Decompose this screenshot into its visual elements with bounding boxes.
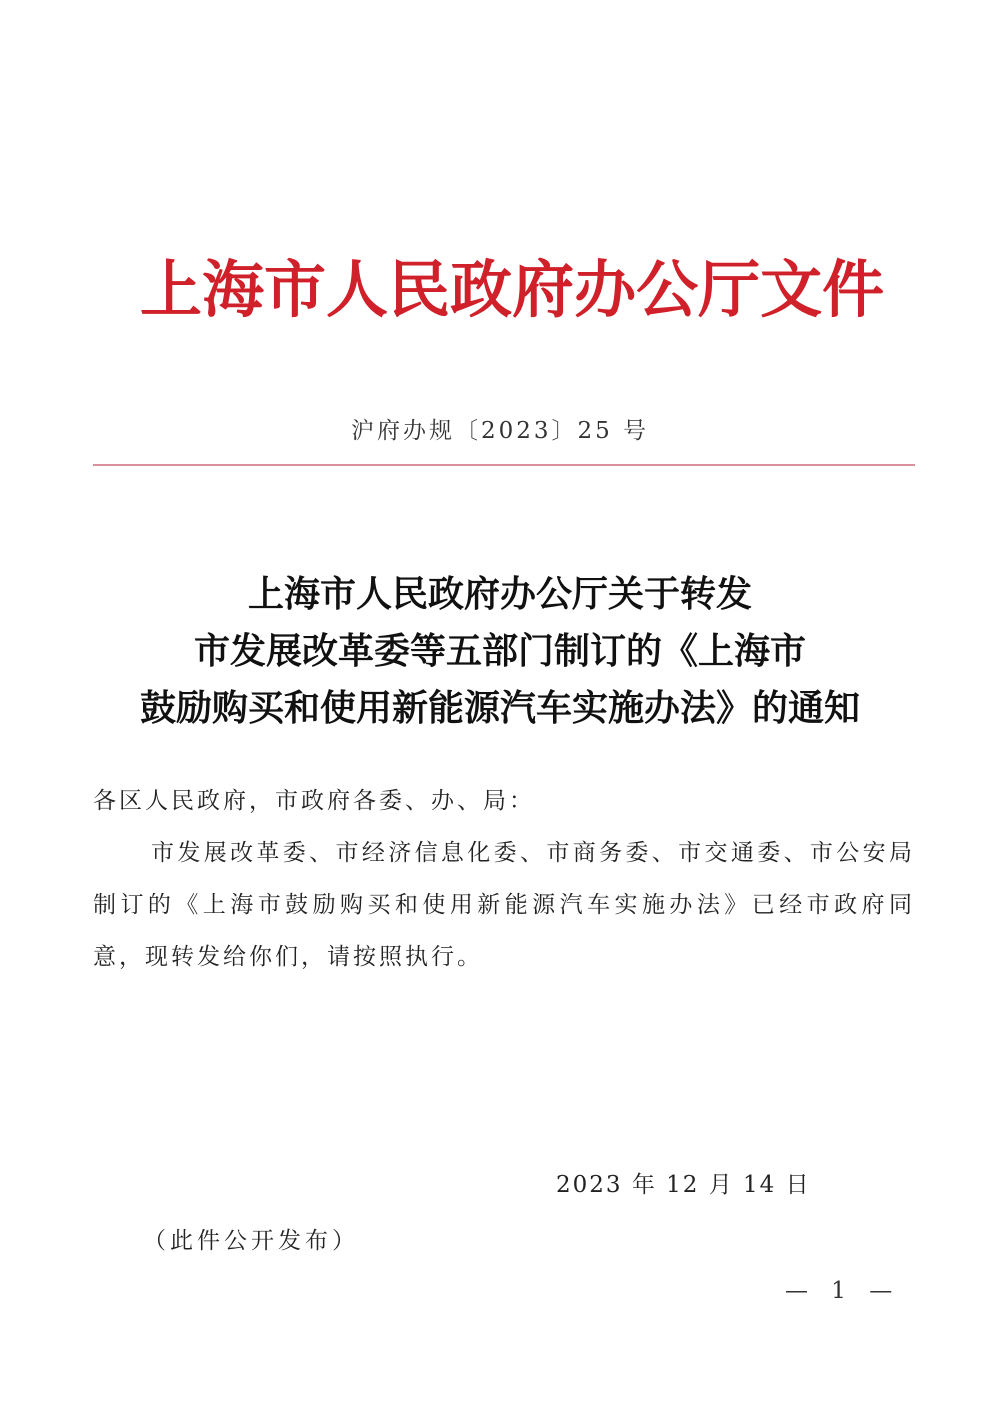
masthead-char: 海 [202,253,265,326]
masthead-char: 文 [760,253,823,326]
red-divider-line [93,464,915,466]
public-release-note: （此件公开发布） [143,1228,359,1254]
title-line: 上海市人民政府办公厅关于转发 [247,573,752,615]
masthead-char: 件 [822,253,885,326]
salutation: 各区人民政府，市政府各委、办、局： [93,788,535,814]
document-number: 沪府办规〔2023〕25 号 [350,418,650,444]
masthead-char: 民 [388,253,451,326]
masthead-title [140,250,885,330]
masthead-char: 公 [636,253,699,326]
masthead-char: 政 [450,253,513,326]
masthead-char: 厅 [698,253,761,326]
document-body [93,775,915,983]
masthead-char: 上 [140,253,203,326]
masthead-char: 市 [264,253,327,326]
title-line: 市发展改革委等五部门制订的《上海市 [193,630,806,672]
masthead-char: 人 [326,253,389,326]
masthead-char: 办 [574,253,637,326]
page-number: — 1 — [785,1278,901,1304]
document-title [0,566,1000,737]
body-paragraph: 市发展改革委、市经济信息化委、市商务委、市交通委、市公安局制订的《上海市鼓励购买和使用新能源汽车实施办法》已经市政府同意，现转发给你们，请按照执行。 [93,840,915,970]
masthead-char: 府 [512,253,575,326]
issue-date: 2023 年 12 月 14 日 [556,1172,811,1198]
title-line: 鼓励购买和使用新能源汽车实施办法》的通知 [139,687,860,729]
